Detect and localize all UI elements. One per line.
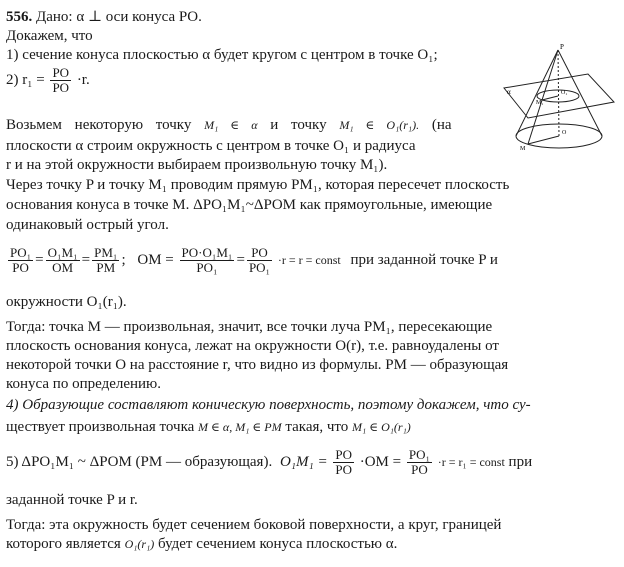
eq2-fraction-1 (333, 448, 354, 477)
item-2-prefix: 2) r₁ = (6, 71, 45, 88)
body-line-1-m2: M₁ ∈ O₁(r₁). (339, 118, 420, 132)
equation-2 (6, 448, 532, 477)
label-alpha: α (507, 88, 511, 96)
body-line-1-m1: M₁ ∈ α (204, 118, 258, 132)
fraction-numerator: O₁M₁ (47, 245, 78, 260)
fraction-denominator: PO₁ (196, 260, 218, 275)
body-line-1 (6, 116, 452, 134)
label-p: P (560, 44, 564, 51)
fraction-numerator: PO (52, 65, 70, 80)
cone-axis (558, 50, 559, 136)
body-line-13-d: M₁ ∈ O₁(r₁) (352, 420, 411, 434)
body-line-16-a: которого является (6, 536, 121, 552)
equation-1: $\frac{\text{PO₁}}{PO}$ = $\frac{\text{O₁M₁}}{OM}$ = $\frac{\text{PM₁}}{PM}$ ; OM = $\frac{\text{PO·O₁M₁}}{\text{PO₁}}$ = $\frac{PO}{\text{PO₁}}$ ·r = r = const при заданной точке P и (10, 245, 498, 275)
label-o1: O₁ (561, 90, 568, 96)
label-m: M (520, 146, 526, 152)
eq2-fraction-2 (407, 448, 432, 477)
eq1-tail: ·r = r = const (277, 252, 341, 267)
body-line-1-c: (на (431, 117, 452, 133)
eq1-fraction-1 (8, 246, 33, 275)
eq1-fraction-2 (46, 246, 80, 275)
eq1-fraction-5 (247, 246, 272, 275)
item-2-fraction (50, 66, 71, 95)
fraction-numerator: PO₁ (10, 245, 32, 260)
cone-figure (498, 44, 618, 154)
prove-text: Докажем, что (6, 28, 93, 44)
fraction-denominator: PO (52, 80, 70, 95)
eq2-tail: ·r = r₁ = const (437, 454, 505, 469)
radius-r (528, 136, 559, 144)
body-line-2: плоскости α строим окружность с центром в точке O₁ и радиуса (6, 138, 416, 154)
item-1: 1) сечение конуса плоскостью α будет кругом с центром в точке O₁; (6, 47, 438, 63)
label-m1: M₁ (536, 100, 544, 106)
body-line-16-b: O₁(r₁) (124, 537, 155, 551)
fraction-numerator: PO·O₁M₁ (181, 245, 233, 260)
body-line-10: некоторой точки O на расстояние r, что видно из формулы. PM — образующая (6, 357, 509, 373)
body-line-13-a: ществует произвольная точка (6, 419, 195, 435)
problem-header (6, 8, 202, 26)
eq2-lhs: O₁M₁ = (279, 453, 328, 470)
body-line-15: Тогда: эта окружность будет сечением боковой поверхности, а круг, границей (6, 517, 502, 533)
body-line-14: заданной точке P и r. (6, 492, 138, 508)
body-line-9: плоскость основания конуса, лежат на окружности O(r), т.е. равноудалены от (6, 338, 499, 354)
body-line-7: окружности O₁(r₁). (6, 294, 127, 310)
fraction-numerator: PO₁ (408, 447, 430, 462)
body-line-13-b: M ∈ α, M₁ ∈ PM (198, 420, 282, 434)
radius-r1 (542, 96, 558, 100)
eq2-prefix: 5) ΔPO₁M₁ ~ ΔPOM (PM — образующая). (6, 453, 273, 470)
body-line-5: основания конуса в точке M. ΔPO₁M₁~ΔPOM как прямоугольные, имеющие (6, 197, 493, 213)
fraction-numerator: PM₁ (94, 245, 118, 260)
body-line-1-b: и точку (270, 117, 327, 133)
item-2 (6, 66, 90, 95)
fraction-denominator: PO₁ (248, 260, 271, 275)
body-line-13 (6, 418, 411, 436)
item-2-suffix: ·r. (76, 71, 90, 88)
eq1-om: OM = (137, 251, 174, 268)
body-line-16-c: будет сечением конуса плоскостью α. (158, 536, 398, 552)
cone-left-edge (516, 50, 558, 136)
body-line-1-a: Возьмем некоторую точку (6, 117, 192, 133)
fraction-numerator: PO (247, 246, 272, 261)
body-line-11: конуса по определению. (6, 376, 162, 392)
given-text: Дано: α ⊥ оси конуса PO. (36, 9, 202, 25)
body-line-16 (6, 535, 397, 553)
body-line-12: 4) Образующие составляют коническую поверхность, поэтому докажем, что су- (6, 397, 531, 413)
fraction-denominator: PO (335, 462, 352, 477)
eq1-after: при заданной точке P и (350, 251, 498, 268)
problem-number: 556. (6, 9, 33, 25)
eq1-fraction-3 (92, 246, 119, 275)
fraction-denominator: PO (12, 260, 29, 275)
eq1-fraction-4 (180, 246, 235, 275)
body-line-3: r и на этой окружности выбираем произвольную точку M₁). (6, 157, 388, 173)
label-o: O (562, 130, 567, 136)
eq2-after: при (508, 453, 533, 470)
body-line-13-c: такая, что (285, 419, 349, 435)
body-line-8: Тогда: точка M — произвольная, значит, все точки луча PM₁, пересекающие (6, 319, 493, 335)
fraction-numerator: PO (335, 447, 352, 462)
fraction-denominator: PO (411, 462, 428, 477)
fraction-denominator: PM (96, 260, 116, 275)
body-line-6: одинаковый острый угол. (6, 217, 169, 233)
body-line-4: Через точку P и точку M₁ проводим прямую PM₁, которая пересечет плоскость (6, 177, 510, 193)
eq2-mid: ·OM = (359, 453, 402, 470)
fraction-denominator: OM (52, 260, 74, 275)
